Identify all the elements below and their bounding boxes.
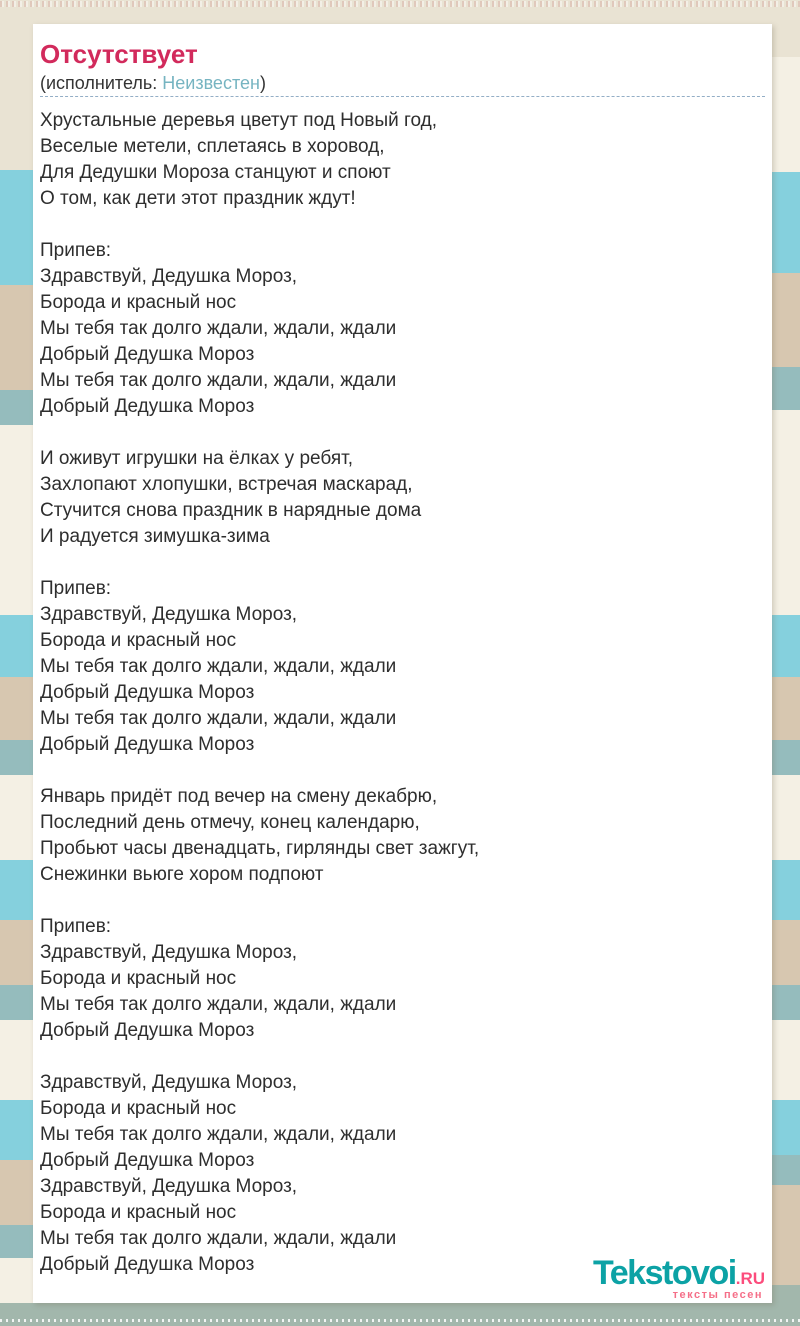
lyrics-line: Добрый Дедушка Мороз (40, 682, 255, 703)
bottom-dotted-border (0, 1319, 800, 1322)
stripe (772, 57, 800, 172)
lyrics-line: Стучится снова праздник в нарядные дома (40, 500, 422, 521)
lyrics-line: Добрый Дедушка Мороз (40, 396, 255, 417)
lyrics-line: Хрустальные деревья цветут под Новый год, (40, 110, 438, 131)
stripe (0, 677, 33, 740)
background-stripes-right (772, 28, 800, 1303)
page-title: Отсутствует (40, 39, 198, 69)
stripe (0, 775, 33, 860)
stripe (772, 920, 800, 985)
lyrics-line: Снежинки вьюге хором подпоют (40, 864, 324, 885)
site-logo[interactable] (593, 1256, 765, 1301)
lyrics-line: Мы тебя так долго ждали, ждали, ждали (40, 656, 397, 677)
artist-row (40, 72, 266, 94)
lyrics-line: Борода и красный нос (40, 630, 237, 651)
lyrics-line (40, 550, 760, 576)
stripe (0, 985, 33, 1020)
lyrics-line: Борода и красный нос (40, 1098, 237, 1119)
lyrics-line: Захлопают хлопушки, встречая маскарад, (40, 474, 413, 495)
lyrics-line: Январь придёт под вечер на смену декабрю, (40, 786, 438, 807)
lyrics-line: Для Дедушки Мороза станцуют и споют (40, 162, 391, 183)
stripe (0, 740, 33, 775)
stripe (0, 1100, 33, 1160)
stripe (772, 410, 800, 615)
lyrics-line: Мы тебя так долго ждали, ждали, ждали (40, 318, 397, 339)
stripe (0, 390, 33, 425)
stripe (0, 1225, 33, 1258)
stripe (772, 273, 800, 367)
stripe (0, 860, 33, 920)
stripe (772, 740, 800, 775)
stripe (772, 677, 800, 740)
lyrics-line: Борода и красный нос (40, 292, 237, 313)
lyrics-line: Пробьют часы двенадцать, гирлянды свет зажгут, (40, 838, 480, 859)
lyrics-line: О том, как дети этот праздник ждут! (40, 188, 356, 209)
site-logo-tagline: тексты песен (672, 1289, 763, 1301)
stripe (0, 615, 33, 677)
lyrics-line: Мы тебя так долго ждали, ждали, ждали (40, 1228, 397, 1249)
lyrics-line: Припев: (40, 578, 112, 599)
lyrics-line (40, 888, 760, 914)
stripe (0, 285, 33, 390)
stripe (0, 1160, 33, 1225)
background-stripes-left (0, 28, 33, 1303)
lyrics-line: Борода и красный нос (40, 968, 237, 989)
lyrics-line: Здравствуй, Дедушка Мороз, (40, 604, 298, 625)
stripe (0, 1258, 33, 1303)
stripe (0, 28, 33, 170)
lyrics-line: Последний день отмечу, конец календарю, (40, 812, 420, 833)
stripe (772, 1100, 800, 1155)
artist-label-prefix: (исполнитель: (40, 73, 163, 93)
stripe (0, 1020, 33, 1100)
stripe (772, 1285, 800, 1303)
lyrics-line: Добрый Дедушка Мороз (40, 1020, 255, 1041)
lyrics-line: Здравствуй, Дедушка Мороз, (40, 266, 298, 287)
bottom-background-band (0, 1303, 800, 1326)
lyrics-line: Здравствуй, Дедушка Мороз, (40, 1176, 298, 1197)
lyrics-text (40, 108, 760, 1278)
lyrics-line: Мы тебя так долго ждали, ждали, ждали (40, 1124, 397, 1145)
stripe (0, 170, 33, 285)
stripe (772, 1155, 800, 1185)
stripe (772, 1020, 800, 1100)
stripe (772, 28, 800, 57)
header-dashed-separator (40, 96, 765, 97)
lyrics-line: Припев: (40, 916, 112, 937)
lyrics-line: Веселые метели, сплетаясь в хоровод, (40, 136, 385, 157)
lyrics-line (40, 212, 760, 238)
top-dotted-border (0, 1, 800, 7)
stripe (772, 985, 800, 1020)
site-logo-brand[interactable]: Tekstovoi (593, 1254, 736, 1292)
stripe (772, 615, 800, 677)
stripe (0, 425, 33, 615)
stripe (772, 775, 800, 860)
site-logo-domain[interactable]: .RU (735, 1269, 765, 1288)
lyrics-line: Борода и красный нос (40, 1202, 237, 1223)
stripe (772, 860, 800, 920)
lyrics-line: Мы тебя так долго ждали, ждали, ждали (40, 370, 397, 391)
lyrics-line: Добрый Дедушка Мороз (40, 734, 255, 755)
lyrics-line: Добрый Дедушка Мороз (40, 1254, 255, 1275)
lyrics-line (40, 420, 760, 446)
stripe (0, 920, 33, 985)
lyrics-line: Здравствуй, Дедушка Мороз, (40, 942, 298, 963)
lyrics-line: И радуется зимушка-зима (40, 526, 270, 547)
lyrics-line: Мы тебя так долго ждали, ждали, ждали (40, 708, 397, 729)
stripe (772, 1185, 800, 1285)
lyrics-line (40, 1044, 760, 1070)
stripe (772, 172, 800, 273)
lyrics-line: Добрый Дедушка Мороз (40, 344, 255, 365)
content-panel (33, 24, 772, 1303)
lyrics-line: И оживут игрушки на ёлках у ребят, (40, 448, 354, 469)
lyrics-line: Припев: (40, 240, 112, 261)
lyrics-line: Добрый Дедушка Мороз (40, 1150, 255, 1171)
stripe (772, 367, 800, 410)
lyrics-line: Мы тебя так долго ждали, ждали, ждали (40, 994, 397, 1015)
lyrics-line: Здравствуй, Дедушка Мороз, (40, 1072, 298, 1093)
lyrics-line (40, 758, 760, 784)
artist-link[interactable]: Неизвестен (162, 73, 260, 93)
artist-label-suffix: ) (259, 73, 266, 93)
